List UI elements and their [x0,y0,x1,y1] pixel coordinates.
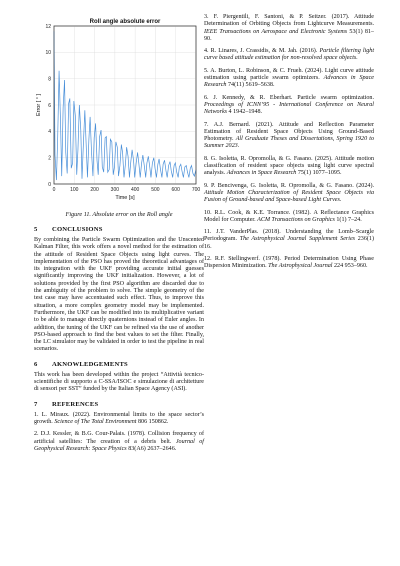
reference-text: 11. J.T. VanderPlas. (2018). Understanding the Lomb–Scargle Periodogram. [204,229,374,243]
reference-text: 4. R. Linares, J. Crassidis, & M. Jah. (2016). [204,48,320,55]
section-number: 5 [34,226,38,233]
x-tick-label: 600 [171,187,180,193]
reference-details: . [237,143,240,150]
roll-error-chart [34,14,204,209]
reference-source: ACM Transactions on Graphics [257,216,335,223]
reference-details: 4 1942–1948. [227,109,263,116]
reference-text: 2. D.J. Kessler, & B.G. Cour-Palais. (1978). Collision frequency of artificial satellites: The creation of a debris belt. [34,431,204,445]
x-tick-label: 0 [52,187,56,193]
reference-text: 12. R.F. Stellingwerf. (1978). Period Determination Using Phase Dispersion Minimization. [204,256,374,270]
section-title: AKNOWLEDGEMENTS [52,360,128,368]
reference-item [204,229,374,251]
section-heading-acknowledgements [34,361,204,368]
reference-text: 10. R.L. Cook, & K.E. Torrance. (1982). A Reflectance Graphics Model for Computer. [204,209,374,223]
reference-item [204,183,374,205]
x-tick-label: 400 [130,187,140,193]
section-number: 7 [34,400,38,408]
reference-details: 1(1) 7–24. [334,216,362,223]
right-column [204,14,374,276]
chart-title: Roll angle absolute error [89,19,161,25]
reference-text: 9. P. Bencivenga, G. Isoletta, R. Opromolla, & G. Fasano. (2024). [204,182,374,189]
reference-details: 806 150862. [136,418,169,425]
x-axis-label: Time [s] [115,195,135,201]
x-tick-label: 200 [90,187,99,193]
reference-item [204,156,374,178]
reference-item [204,68,374,90]
conclusions-paragraph: By combining the Particle Swarm Optimization and the Unscented Kalman Filter, this work offers a novel method for the estimation of the attitude of Resident Space Objects using light curves. The implementation of the PSO has proved the theoretical advantages of its integration with the UKF providing accurate initial guesses significantly improving the UKF initialization. However, a lot of solutions provided by the first PSO algorithm are discarded due to the ambiguity of the problem to solve. The simple geometry of the test case may have accentuated such effect. Thus, to improve this situation, a more complex geometry model may be implemented. Furthermore, the UKF can be modified into its multiplicative variant to be able to manage directly quaternions instead of Euler angles. In addition, the tuning of the UKF can be refined via the use of another PSO-based approach to find the best values to set the filter. Finally, the LC simulator may be validated in order to test the pipeline in real scenarios. [34,237,204,353]
reference-details: 224 953–960. [332,263,368,270]
reference-item [204,210,374,225]
reference-source: Attitude Motion Characterization of Resident Space Objects via Fusion of Ground-based and Space-based Light Curves [204,189,374,204]
y-tick-label: 8 [48,76,51,83]
section-title: REFERENCES [52,400,99,408]
left-column [34,14,204,458]
reference-item [34,412,204,427]
references-list-right [204,14,374,271]
reference-details: . [339,197,342,204]
references-list-left [34,412,204,453]
reference-source: Science of The Total Environment [54,418,137,425]
reference-source: Advances in Space Research [204,75,374,89]
reference-source: The Astrophysical Journal [268,263,333,270]
reference-details: 53(1) 81–90. [204,28,374,42]
section-number: 6 [34,360,38,368]
section-heading-references [34,401,204,408]
reference-source: Journal of Geophysical Research: Space Physics [34,438,204,452]
reference-text: 8. G. Isoletta, R. Opromolla, & G. Fasano. (2025). Attitude motion classification of resident space objects using light curve spectral analysis. [204,155,374,177]
reference-source: IEEE Transactions on Aerospace and Electronic Systems [204,28,348,35]
reference-source: The Astrophysical Journal Supplement Series [239,236,356,243]
reference-item [34,431,204,453]
y-tick-label: 4 [48,129,51,136]
y-tick-label: 10 [45,50,51,57]
reference-source: Proceedings of ICNN’95 - International Conference on Neural Networks [204,101,374,116]
reference-text: 5. A. Burton, L. Robinson, & C. Frueh. (2024). Light curve attitude estimation using particle swarm optimizers. [204,67,374,82]
reference-details: 83(A6) 2637–2646. [126,445,177,452]
x-tick-label: 500 [151,187,160,193]
acknowledgements-paragraph: This work has been developed within the project “Attività tecnico-scientifiche di supporto a C-SSA/ISOC e simulazione di architetture di sensori per SST” funded by the Italian Space Agency (ASI). [34,371,204,393]
x-tick-label: 300 [110,187,120,193]
y-tick-label: 12 [45,23,51,30]
reference-text: 1. L. Miraux. (2022). Environmental limits to the space sector’s growth. [34,411,204,425]
reference-item [204,122,374,151]
reference-item [204,48,374,63]
figure-caption: Figure 11. Absolute error on the Roll angle [65,211,173,218]
reference-text: 6. J. Kennedy, & R. Eberhart. Particle swarm optimization. [204,94,374,101]
reference-item [204,95,374,117]
reference-text: 7. A.J. Bernard. (2021). Attitude and Reflection Parameter Estimation of Resident Space Objects Using Ground-Based Photometry. [204,121,374,143]
reference-text: 3. F. Piergentili, F. Santoni, & P. Seitzer. (2017). Attitude Determination of Orbiting Objects from Lightcurve Measurements. [204,14,374,28]
reference-item [204,256,374,271]
reference-source: Particle filtering light curve based attitude estimation for non-resolved space objects. [204,48,375,62]
reference-source: Advances in Space Research [226,170,297,177]
y-tick-label: 6 [48,102,51,109]
y-axis-label: Error [ ° ] [36,93,42,117]
reference-details: 74(11) 5619–5638. [226,82,275,89]
reference-details: 75(1) 1077–1095. [296,170,342,177]
x-tick-label: 100 [70,187,79,193]
reference-item [204,14,374,43]
x-tick-label: 700 [191,187,201,193]
y-tick-label: 2 [48,155,51,162]
reference-source: All Graduate Theses and Dissertations, Spring 1920 to Summer 2023 [204,136,374,150]
y-tick-label: 0 [48,181,51,188]
section-title: CONCLUSIONS [52,226,103,233]
reference-details: 236(1) 16. [204,236,374,250]
section-heading-conclusions [34,226,204,233]
figure-roll-error [34,14,204,209]
